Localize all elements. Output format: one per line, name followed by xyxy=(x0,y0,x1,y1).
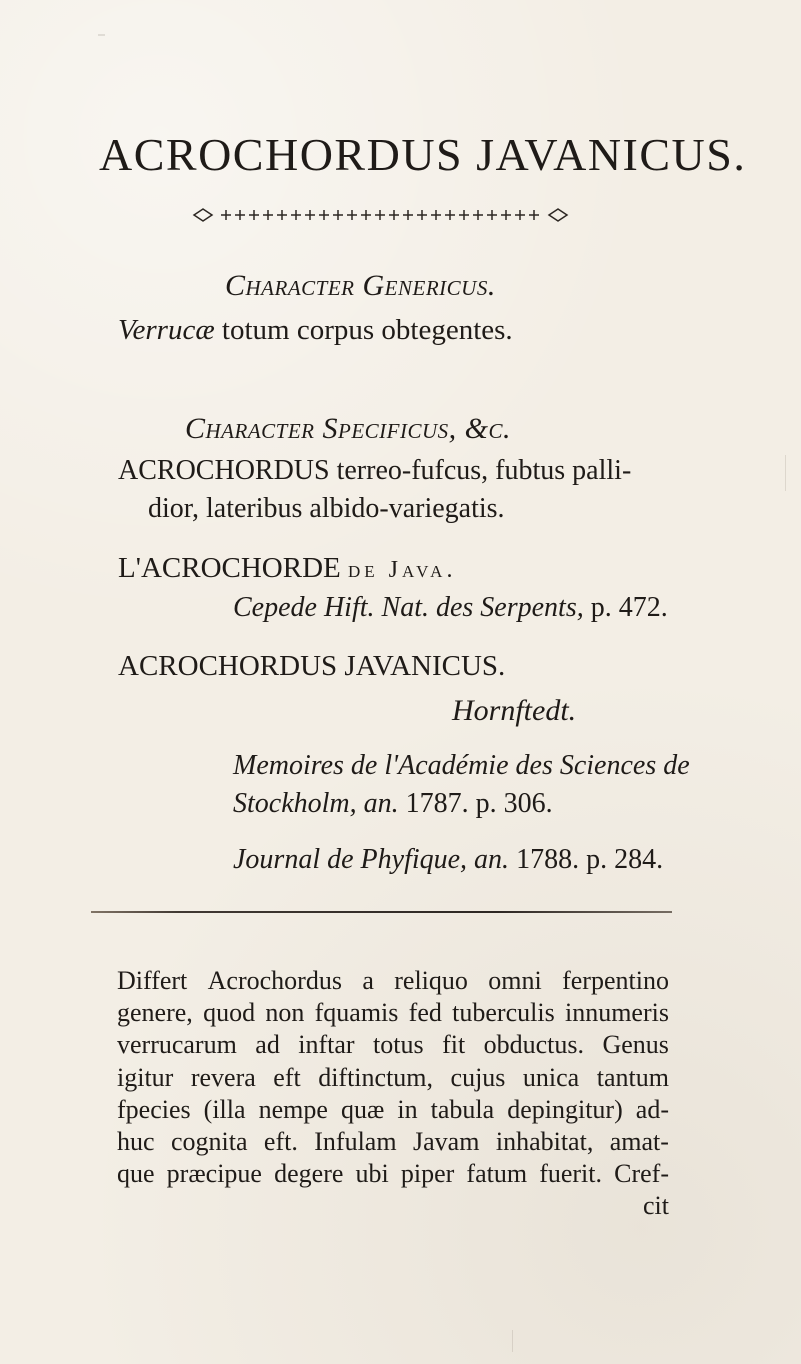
paragraph-line-7 xyxy=(117,1158,669,1190)
paragraph-word: Javam xyxy=(413,1127,480,1157)
paragraph-word: que xyxy=(117,1159,155,1189)
paragraph-word: huc xyxy=(117,1127,155,1157)
paragraph-word: Acrochordus xyxy=(207,966,342,995)
memoires-citation-line-2 xyxy=(233,790,553,818)
paragraph-word: præcipue xyxy=(166,1159,262,1189)
journal-title: Journal de Phyfique, an. xyxy=(233,844,510,875)
paragraph-word: in xyxy=(397,1094,418,1124)
paragraph-word: verrucarum xyxy=(117,1030,237,1060)
java-citation-italic: Cepede Hift. Nat. des Serpents, xyxy=(233,592,584,623)
paragraph-word: diftinctum, xyxy=(318,1062,434,1092)
paragraph-word: revera xyxy=(190,1062,256,1092)
java-citation xyxy=(233,594,668,622)
java-citation-page: p. 472. xyxy=(583,592,668,623)
paragraph-line-8: cit xyxy=(643,1191,669,1221)
paragraph-word: reliquo xyxy=(394,966,468,995)
paragraph-word: (illa xyxy=(203,1094,246,1124)
paragraph-word: eft xyxy=(273,1062,301,1092)
paragraph-word: ubi xyxy=(355,1159,389,1189)
java-heading xyxy=(118,552,456,585)
java-heading-main: L'ACROCHORDE xyxy=(118,552,348,584)
paragraph-word: Cref- xyxy=(614,1159,669,1189)
paragraph-word: igitur xyxy=(117,1062,174,1092)
paragraph-word: Infulam xyxy=(314,1127,397,1157)
paragraph-word: amat- xyxy=(609,1127,669,1157)
character-specificus-heading xyxy=(185,414,511,444)
paragraph-word: tuberculis xyxy=(452,998,555,1028)
paragraph-word: depingitur) xyxy=(507,1094,623,1124)
paragraph-word: cognita xyxy=(170,1127,248,1157)
character-genericus-label: Character Genericus. xyxy=(225,269,496,302)
paragraph-word: fuerit. xyxy=(539,1159,603,1189)
paragraph-word: non xyxy=(265,998,305,1028)
paragraph-word: inhabitat, xyxy=(495,1127,594,1157)
paragraph-word: quod xyxy=(203,998,256,1028)
memoires-city: Stockholm, an. xyxy=(233,788,399,819)
paragraph-word: piper xyxy=(400,1159,455,1189)
page-title: ACROCHORDUS JAVANICUS. xyxy=(99,129,747,180)
paragraph-line-1 xyxy=(117,965,669,997)
paragraph-line-6 xyxy=(117,1126,669,1158)
generic-italic-word: Verrucæ xyxy=(118,314,215,346)
paragraph-word: quæ xyxy=(340,1094,385,1124)
paragraph-line-2 xyxy=(117,997,669,1029)
paragraph-word: fquamis xyxy=(314,998,399,1028)
paragraph-line-4 xyxy=(117,1062,669,1094)
acrochordus-heading: ACROCHORDUS JAVANICUS. xyxy=(118,650,506,682)
paragraph-word: fit xyxy=(442,1030,466,1060)
paragraph-word: fatum xyxy=(466,1159,528,1189)
paragraph-word: omni xyxy=(488,966,542,995)
paragraph-word: Genus xyxy=(602,1030,669,1060)
java-heading-small: de Java. xyxy=(348,557,457,583)
paragraph-line-5 xyxy=(117,1094,669,1126)
paragraph-word: fpecies xyxy=(117,1094,191,1124)
paragraph-word: unica xyxy=(522,1062,580,1092)
generic-description xyxy=(118,316,513,345)
journal-citation xyxy=(233,846,663,874)
paragraph-word: eft. xyxy=(263,1127,298,1157)
paragraph-word: tabula xyxy=(430,1094,495,1124)
paragraph-word: innumeris xyxy=(564,998,669,1028)
generic-description-text: totum corpus obtegentes. xyxy=(214,314,513,346)
ornamental-divider xyxy=(190,205,571,225)
paragraph-word: nempe xyxy=(258,1094,328,1124)
memoires-year-page: 1787. p. 306. xyxy=(398,788,553,819)
paper-mark-top xyxy=(98,34,105,36)
author-name: Hornftedt. xyxy=(452,694,577,727)
paper-mark-mid xyxy=(785,455,786,491)
paragraph-word: fed xyxy=(408,998,442,1028)
paragraph-word: cujus xyxy=(450,1062,506,1092)
memoires-citation-line-1: Memoires de l'Académie des Sciences de xyxy=(233,750,690,781)
paragraph-word: ad xyxy=(255,1030,280,1060)
paragraph-word: obductus. xyxy=(483,1030,585,1060)
paragraph-word: Differt xyxy=(117,966,188,995)
character-specificus-label: Character Specificus, &c. xyxy=(185,412,511,445)
paragraph-word: a xyxy=(362,966,374,995)
paper-mark-bottom xyxy=(512,1330,513,1352)
paragraph-word: ferpentino xyxy=(562,966,669,995)
paragraph-word: totus xyxy=(373,1030,424,1060)
specific-description-line-2: dior, lateribus albido-variegatis. xyxy=(148,493,505,524)
paragraph-word: tantum xyxy=(596,1062,669,1092)
paragraph-word: inftar xyxy=(298,1030,355,1060)
paragraph-word: ad- xyxy=(635,1094,669,1124)
description-paragraph xyxy=(117,965,669,1223)
character-genericus-heading xyxy=(225,271,496,301)
paragraph-word: genere, xyxy=(117,998,193,1028)
section-divider xyxy=(91,911,672,913)
paragraph-word: degere xyxy=(274,1159,344,1189)
journal-year-page: 1788. p. 284. xyxy=(509,844,664,875)
paragraph-line-3 xyxy=(117,1029,669,1061)
specific-description-line-1: ACROCHORDUS terreo-fufcus, fubtus palli- xyxy=(118,455,632,486)
